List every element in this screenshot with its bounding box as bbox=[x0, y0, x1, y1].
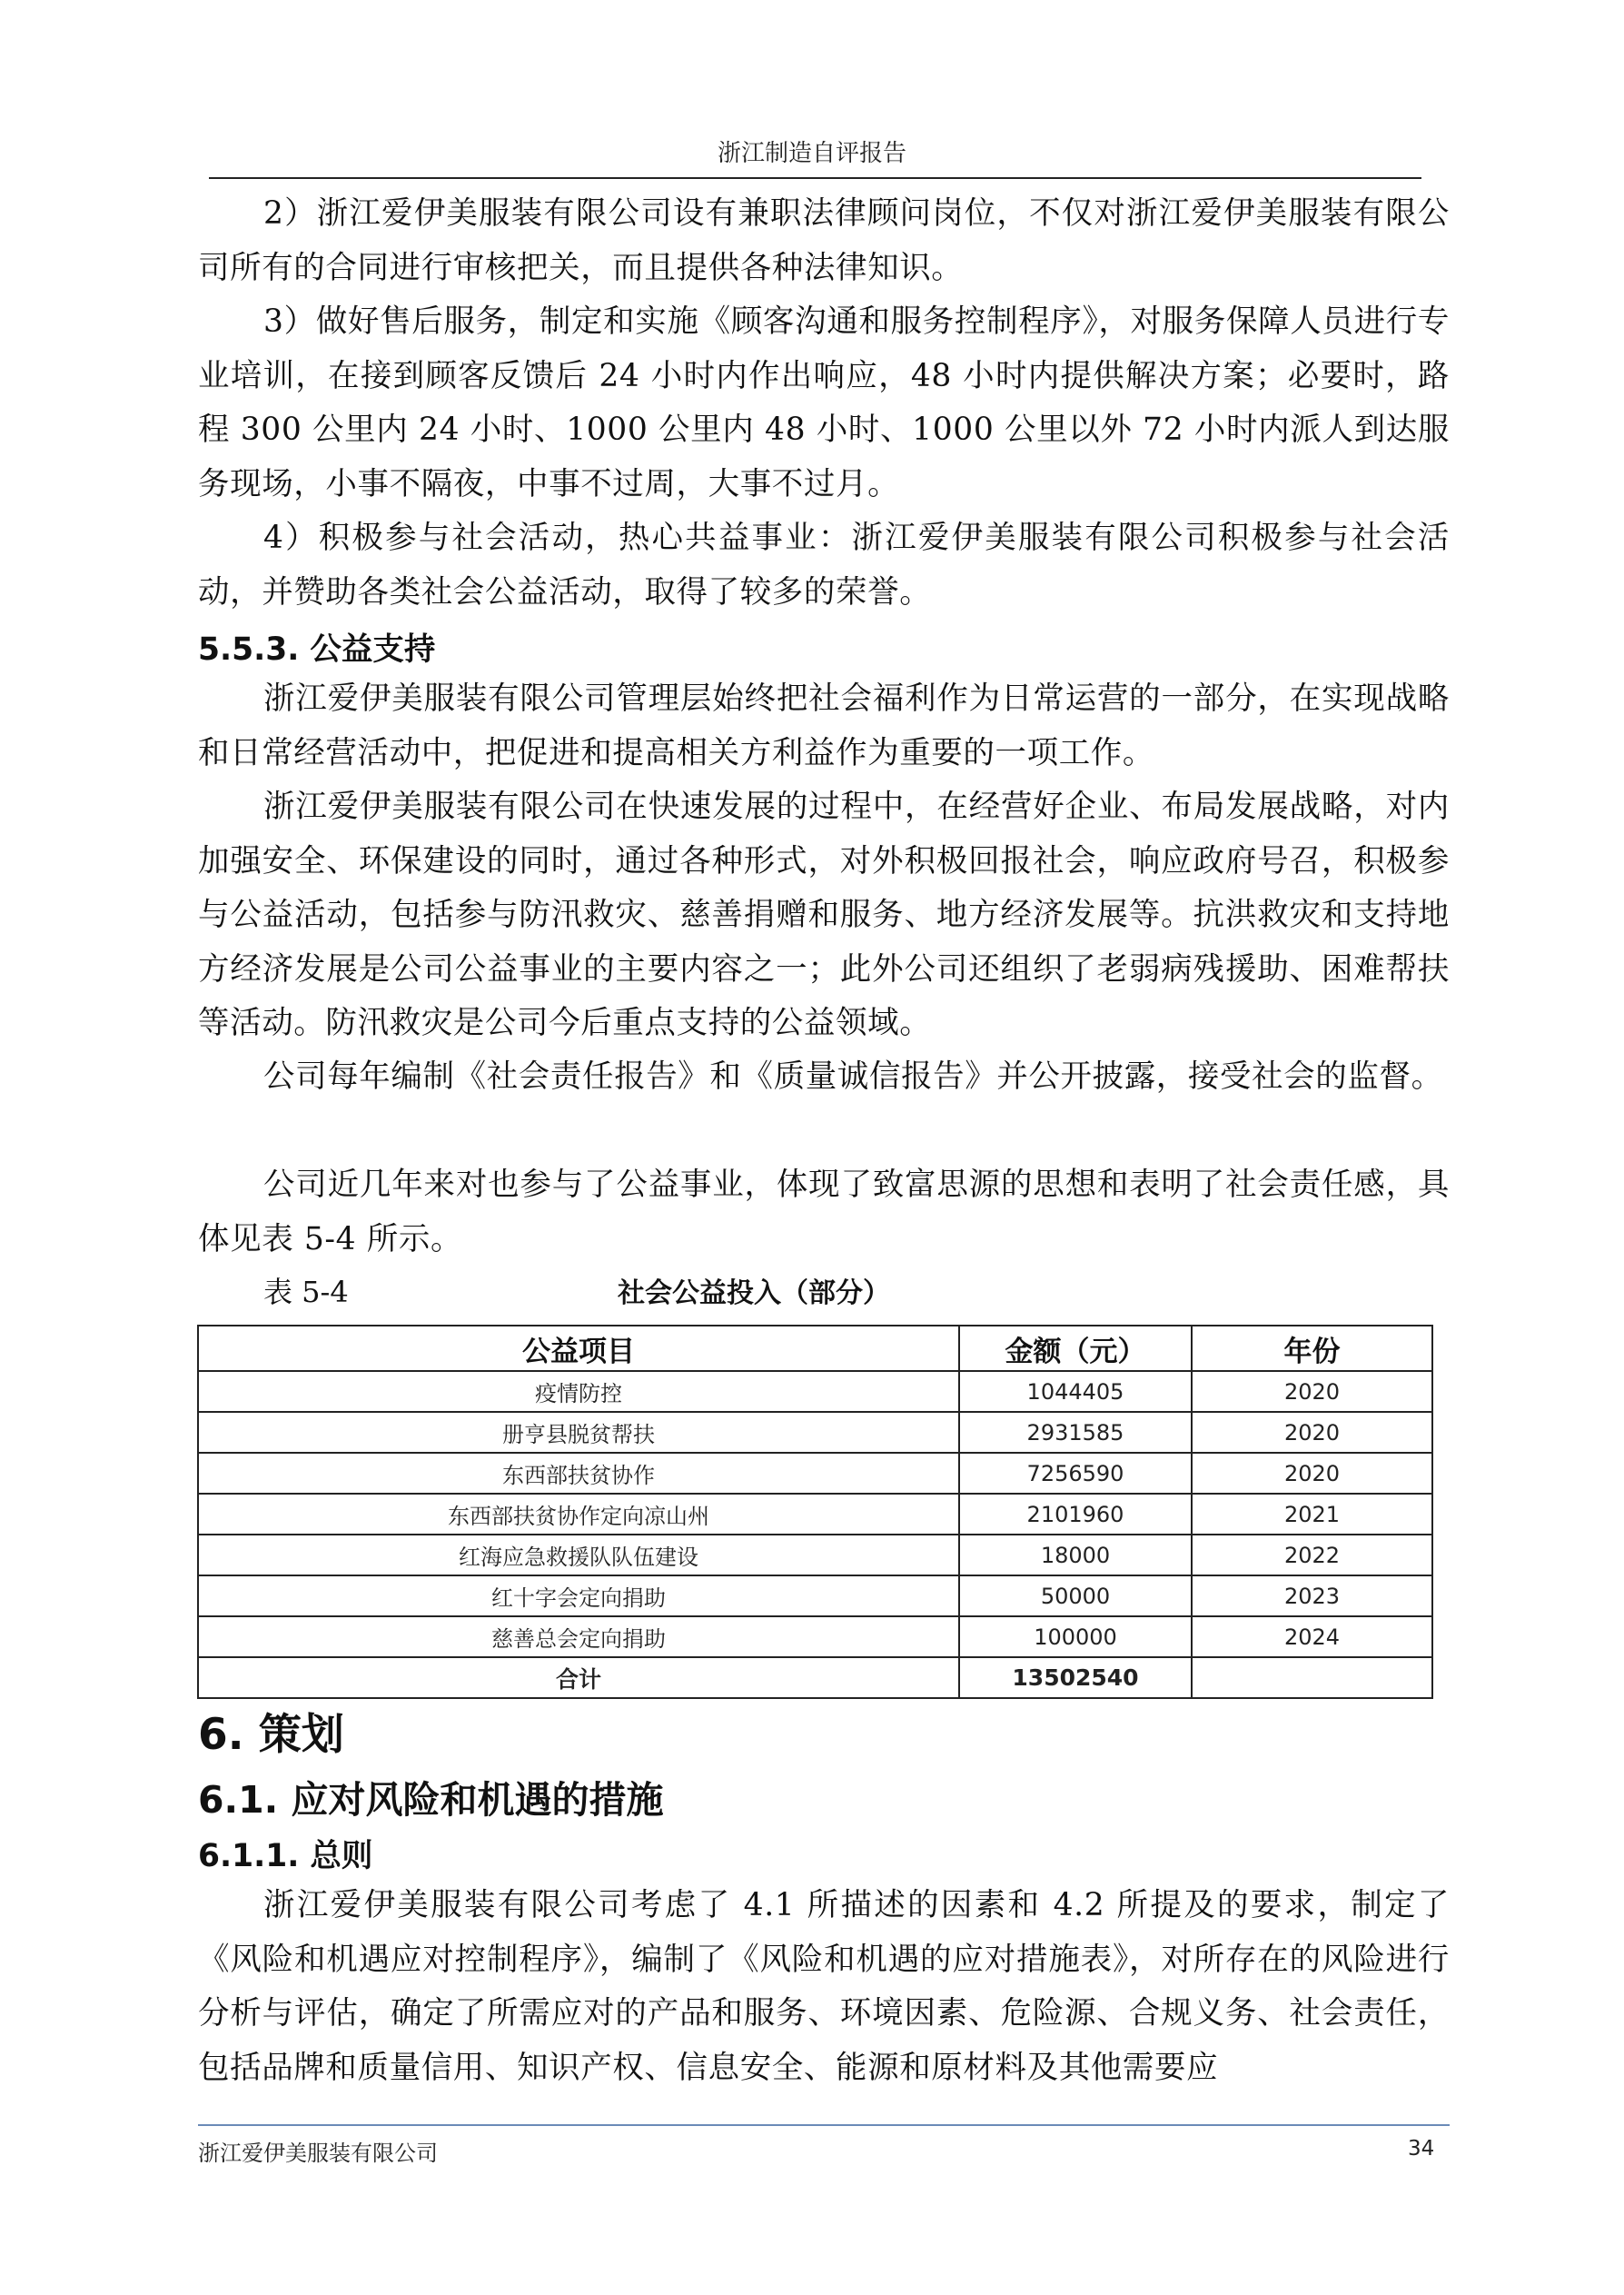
cell-amount: 7256590 bbox=[959, 1453, 1192, 1494]
cell-amount: 2101960 bbox=[959, 1494, 1192, 1535]
paragraph-table-reference: 公司近几年来对也参与了公益事业，体现了致富思源的思想和表明了社会责任感，具体见表 5-4 所示。 bbox=[198, 1167, 1450, 1257]
table-row bbox=[198, 1453, 1432, 1494]
table-label: 表 5-4 bbox=[263, 1275, 349, 1309]
paragraph-public-welfare: 浙江爱伊美服装有限公司在快速发展的过程中，在经营好企业、布局发展战略，对内加强安全、环保建设的同时，通过各种形式，对外积极回报社会，响应政府号召，积极参与公益活动，包括参与防汛救灾、慈善捐赠和服务、地方经济发展等。抗洪救灾和支持地方经济发展是公司公益事业的主要内容之一；此外公司还组织了老弱病残援助、困难帮扶等活动。防汛救灾是公司今后重点支持的公益领域。 bbox=[198, 789, 1450, 1041]
cell-project: 东西部扶贫协作 bbox=[198, 1453, 959, 1494]
header-divider bbox=[209, 177, 1421, 179]
table-row bbox=[198, 1412, 1432, 1453]
total-year bbox=[1192, 1657, 1432, 1698]
paragraph-after-sales: 3）做好售后服务，制定和实施《顾客沟通和服务控制程序》，对服务保障人员进行专业培训，在接到顾客反馈后 24 小时内作出响应，48 小时内提供解决方案；必要时，路程 300 公里内 24 小时、1000 公里内 48 小时、1000 公里以外 72 小时内派人到达服务现场，小事不隔夜，中事不过周，大事不过月。 bbox=[198, 303, 1450, 502]
cell-year: 2021 bbox=[1192, 1494, 1432, 1535]
cell-project: 东西部扶贫协作定向凉山州 bbox=[198, 1494, 959, 1535]
cell-year: 2020 bbox=[1192, 1412, 1432, 1453]
cell-amount: 1044405 bbox=[959, 1371, 1192, 1412]
paragraph-social-activities: 4）积极参与社会活动，热心共益事业：浙江爱伊美服装有限公司积极参与社会活动，并赞助各类社会公益活动，取得了较多的荣誉。 bbox=[198, 520, 1450, 611]
table-title: 社会公益投入（部分） bbox=[618, 1277, 890, 1309]
cell-project: 红海应急救援队队伍建设 bbox=[198, 1535, 959, 1575]
donations-table bbox=[197, 1325, 1433, 1699]
heading-6: 6. 策划 bbox=[198, 1710, 344, 1760]
table-row bbox=[198, 1371, 1432, 1412]
cell-amount: 18000 bbox=[959, 1535, 1192, 1575]
table-header-row bbox=[198, 1326, 1432, 1371]
cell-year: 2024 bbox=[1192, 1616, 1432, 1657]
table-row bbox=[198, 1535, 1432, 1575]
table-total-row bbox=[198, 1657, 1432, 1698]
total-label: 合计 bbox=[198, 1657, 959, 1698]
cell-project: 慈善总会定向捐助 bbox=[198, 1616, 959, 1657]
paragraph-management-welfare: 浙江爱伊美服装有限公司管理层始终把社会福利作为日常运营的一部分，在实现战略和日常经营活动中，把促进和提高相关方利益作为重要的一项工作。 bbox=[198, 681, 1450, 771]
cell-year: 2020 bbox=[1192, 1453, 1432, 1494]
cell-project: 红十字会定向捐助 bbox=[198, 1575, 959, 1616]
column-header-amount: 金额（元） bbox=[959, 1326, 1192, 1371]
page-header-title: 浙江制造自评报告 bbox=[717, 140, 906, 167]
heading-5-5-3: 5.5.3. 公益支持 bbox=[198, 631, 436, 668]
cell-year: 2020 bbox=[1192, 1371, 1432, 1412]
paragraph-reports: 公司每年编制《社会责任报告》和《质量诚信报告》并公开披露，接受社会的监督。 bbox=[263, 1058, 1443, 1095]
paragraph-risk-measures: 浙江爱伊美服装有限公司考虑了 4.1 所描述的因素和 4.2 所提及的要求，制定了《风险和机遇应对控制程序》，编制了《风险和机遇的应对措施表》，对所存在的风险进行分析与评估，确定了所需应对的产品和服务、环境因素、危险源、合规义务、社会责任，包括品牌和质量信用、知识产权、信息安全、能源和原材料及其他需要应 bbox=[198, 1887, 1450, 2086]
heading-6-1-1: 6.1.1. 总则 bbox=[198, 1838, 373, 1874]
footer-divider bbox=[198, 2124, 1450, 2126]
cell-amount: 100000 bbox=[959, 1616, 1192, 1657]
cell-amount: 50000 bbox=[959, 1575, 1192, 1616]
cell-project: 册亨县脱贫帮扶 bbox=[198, 1412, 959, 1453]
column-header-year: 年份 bbox=[1192, 1326, 1432, 1371]
table-row bbox=[198, 1575, 1432, 1616]
heading-6-1: 6.1. 应对风险和机遇的措施 bbox=[198, 1778, 664, 1822]
table-row bbox=[198, 1616, 1432, 1657]
page-number: 34 bbox=[1408, 2137, 1435, 2161]
footer-company: 浙江爱伊美服装有限公司 bbox=[198, 2141, 438, 2166]
cell-year: 2022 bbox=[1192, 1535, 1432, 1575]
cell-amount: 2931585 bbox=[959, 1412, 1192, 1453]
table-row bbox=[198, 1494, 1432, 1535]
paragraph-legal-counsel: 2）浙江爱伊美服装有限公司设有兼职法律顾问岗位，不仅对浙江爱伊美服装有限公司所有的合同进行审核把关，而且提供各种法律知识。 bbox=[198, 195, 1450, 286]
column-header-project: 公益项目 bbox=[198, 1326, 959, 1371]
total-amount: 13502540 bbox=[959, 1657, 1192, 1698]
cell-project: 疫情防控 bbox=[198, 1371, 959, 1412]
cell-year: 2023 bbox=[1192, 1575, 1432, 1616]
